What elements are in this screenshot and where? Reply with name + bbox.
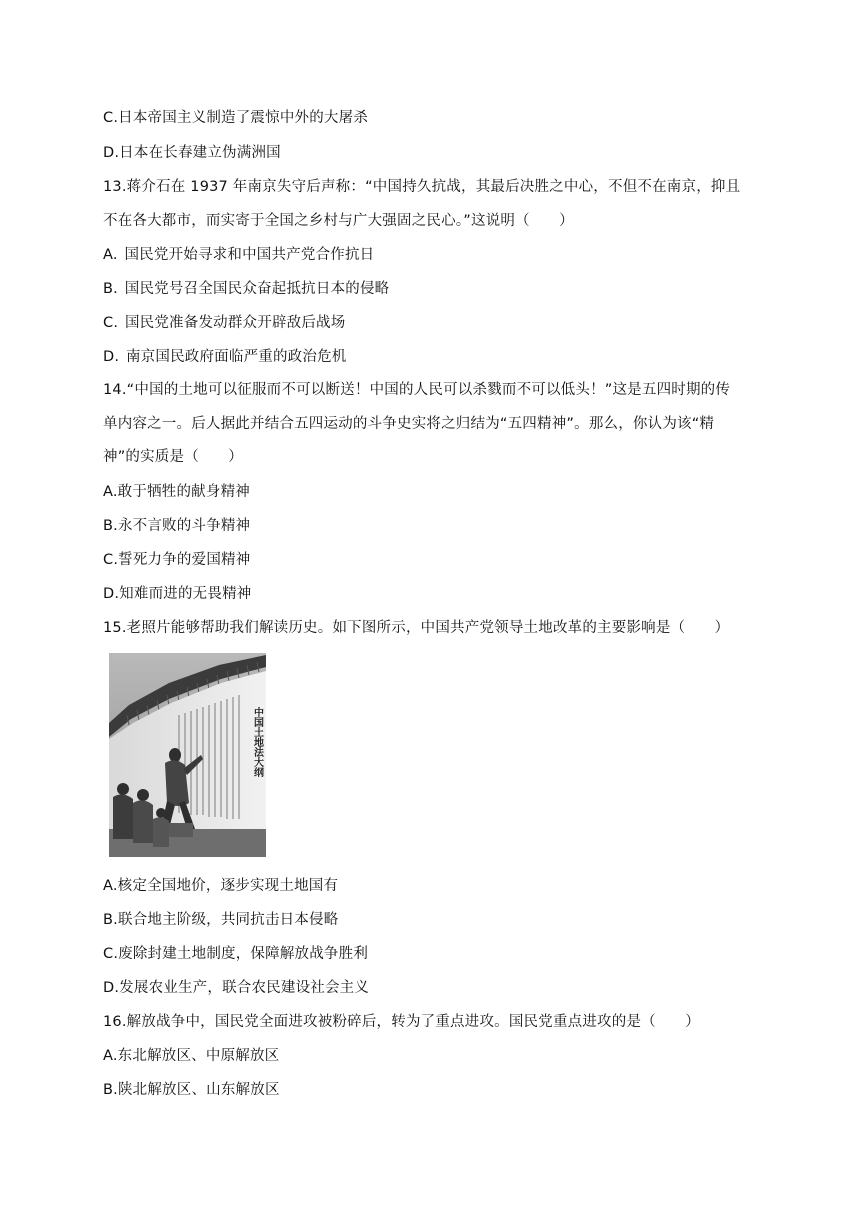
photo-title-text: 中国土地法大纲 bbox=[251, 707, 263, 777]
q14-option-c: C.誓死力争的爱国精神 bbox=[103, 552, 251, 568]
q13-stem-line-1: 13.蒋介石在 1937 年南京失守后声称：“中国持久抗战，其最后决胜之中心，不但不在南京，抑且 bbox=[103, 179, 741, 195]
q13-stem-line-2: 不在各大都市，而实寄于全国之乡村与广大强固之民心。”这说明（ ） bbox=[103, 213, 574, 229]
q13-option-b: B. 国民党号召全国民众奋起抵抗日本的侵略 bbox=[103, 281, 390, 297]
q15-option-c: C.废除封建土地制度，保障解放战争胜利 bbox=[103, 946, 369, 962]
land-reform-photo bbox=[109, 653, 266, 857]
q15-stem: 15.老照片能够帮助我们解读历史。如下图所示，中国共产党领导土地改革的主要影响是（ ） bbox=[103, 620, 730, 636]
q14-stem-line-2: 单内容之一。后人据此并结合五四运动的斗争史实将之归结为“五四精神”。那么，你认为该“精 bbox=[103, 416, 715, 432]
q14-option-d: D.知难而进的无畏精神 bbox=[103, 586, 252, 602]
q13-option-d: D. 南京国民政府面临严重的政治危机 bbox=[103, 349, 347, 365]
q13-option-c: C. 国民党准备发动群众开辟敌后战场 bbox=[103, 315, 346, 331]
q14-option-a: A.敢于牺牲的献身精神 bbox=[103, 484, 250, 500]
q14-stem-line-1: 14.“中国的土地可以征服而不可以断送！中国的人民可以杀戮而不可以低头！”这是五四时期的传 bbox=[103, 382, 731, 398]
q14-option-b: B.永不言败的斗争精神 bbox=[103, 518, 251, 534]
q12-option-d: D.日本在长春建立伪满洲国 bbox=[103, 145, 281, 161]
q13-option-a: A. 国民党开始寻求和中国共产党合作抗日 bbox=[103, 247, 375, 263]
q12-option-c: C.日本帝国主义制造了震惊中外的大屠杀 bbox=[103, 110, 369, 126]
q16-stem: 16.解放战争中，国民党全面进攻被粉碎后，转为了重点进攻。国民党重点进攻的是（ ） bbox=[103, 1014, 700, 1030]
q15-option-b: B.联合地主阶级，共同抗击日本侵略 bbox=[103, 912, 339, 928]
q16-option-a: A.东北解放区、中原解放区 bbox=[103, 1048, 280, 1064]
q15-option-a: A.核定全国地价，逐步实现土地国有 bbox=[103, 878, 339, 894]
q15-option-d: D.发展农业生产，联合农民建设社会主义 bbox=[103, 980, 370, 996]
q14-stem-line-3: 神”的实质是（ ） bbox=[103, 449, 244, 465]
q16-option-b: B.陕北解放区、山东解放区 bbox=[103, 1082, 280, 1098]
